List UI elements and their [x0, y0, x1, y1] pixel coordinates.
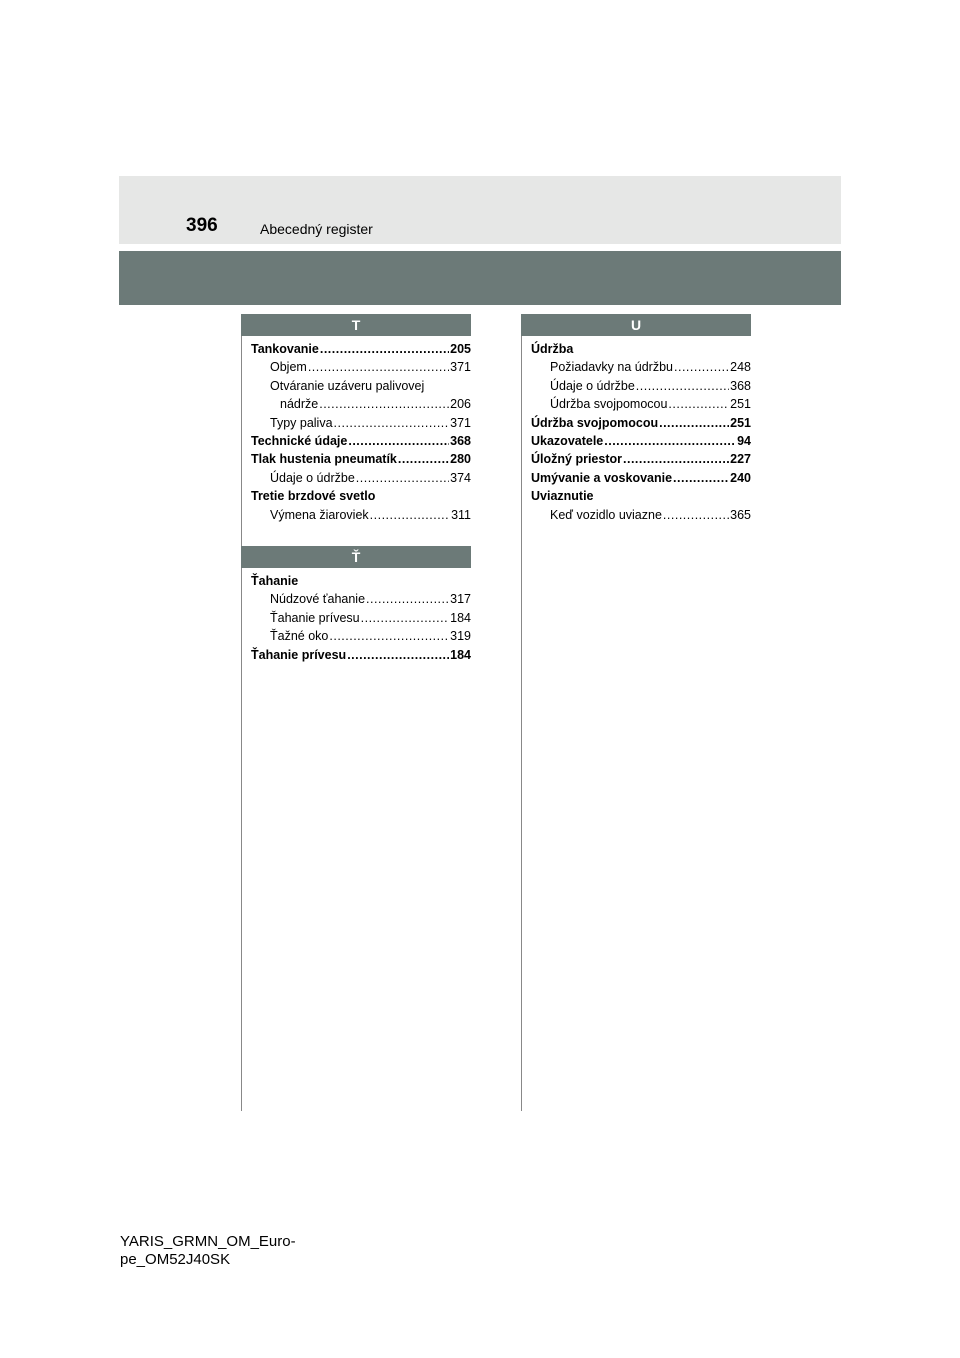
index-entry[interactable]	[251, 469, 471, 487]
index-entry-page: 319	[450, 629, 471, 644]
index-entry-list	[241, 568, 471, 664]
index-entry[interactable]	[251, 432, 471, 450]
index-entry-page: 251	[730, 415, 751, 430]
index-entry-page: 317	[450, 592, 471, 607]
dot-leader	[398, 450, 449, 468]
index-entry[interactable]	[251, 590, 471, 608]
section-band	[119, 251, 841, 305]
index-entry-list	[241, 336, 471, 524]
index-entry-page: 227	[730, 452, 751, 467]
dot-leader	[623, 450, 729, 468]
index-entry[interactable]	[251, 572, 471, 590]
index-entry[interactable]	[531, 469, 751, 487]
index-entry[interactable]	[531, 487, 751, 505]
index-entry[interactable]	[531, 395, 751, 413]
section-gap	[241, 524, 471, 546]
document-footer	[120, 1233, 296, 1269]
index-entry-label: Údaje o údržbe	[550, 378, 635, 393]
index-entry[interactable]	[251, 627, 471, 645]
index-entry-page: 368	[730, 378, 751, 393]
index-entry[interactable]	[251, 450, 471, 468]
index-entry-page: 368	[450, 434, 471, 449]
letter-heading: U	[521, 314, 751, 336]
dot-leader	[320, 340, 449, 358]
index-entry[interactable]	[531, 414, 751, 432]
index-entry[interactable]	[531, 377, 751, 395]
index-entry-label: Ťahanie prívesu	[270, 610, 360, 625]
footer-line-2: pe_OM52J40SK	[120, 1251, 231, 1268]
page-title: Abecedný register	[260, 221, 373, 237]
index-entry-label: Núdzové ťahanie	[270, 592, 366, 607]
letter-heading: Ť	[241, 546, 471, 568]
index-entry-page: 365	[730, 507, 751, 522]
index-entry[interactable]	[251, 395, 471, 413]
index-entry-label: Tankovanie	[251, 342, 319, 356]
index-entry-label: Ťahanie prívesu	[251, 647, 347, 662]
index-entry[interactable]	[531, 340, 751, 358]
index-entry-label: Objem	[270, 360, 307, 375]
index-entry-label: Úložný priestor	[531, 452, 622, 467]
dot-leader	[604, 432, 736, 450]
index-entry-page: 206	[450, 397, 471, 412]
header-band	[119, 176, 841, 244]
index-entry-label: Keď vozidlo uviazne	[550, 507, 662, 522]
index-entry-label: Požiadavky na údržbu	[550, 360, 673, 375]
dot-leader	[334, 414, 450, 432]
index-entry-label: Tretie brzdové svetlo	[251, 489, 376, 504]
index-entry-page: 205	[450, 342, 471, 356]
dot-leader	[659, 414, 729, 432]
index-entry[interactable]	[251, 646, 471, 664]
index-entry-page: 94	[737, 434, 751, 449]
index-entry-label: nádrže	[280, 397, 319, 412]
dot-leader	[361, 609, 450, 627]
index-entry-page: 374	[450, 470, 471, 485]
index-entry-label: Tlak hustenia pneumatík	[251, 452, 397, 467]
dot-leader	[636, 377, 729, 395]
index-entry[interactable]	[251, 340, 471, 358]
index-entry-page: 371	[450, 415, 471, 430]
index-entry[interactable]	[251, 377, 471, 395]
dot-leader	[366, 590, 449, 608]
index-entry-label: Údaje o údržbe	[270, 470, 355, 485]
index-entry-page: 248	[730, 360, 751, 375]
footer-line-1: YARIS_GRMN_OM_Euro-	[120, 1233, 296, 1250]
index-entry-page: 311	[451, 507, 471, 522]
dot-leader	[663, 506, 729, 524]
index-entry-label: Údržba svojpomocou	[550, 397, 668, 412]
dot-leader	[370, 506, 450, 524]
index-entry-label: Technické údaje	[251, 434, 348, 449]
index-entry[interactable]	[251, 506, 471, 524]
index-entry-page: 184	[450, 647, 471, 662]
index-entry-label: Uviaznutie	[531, 489, 594, 504]
dot-leader	[348, 432, 449, 450]
dot-leader	[308, 358, 449, 376]
dot-leader	[673, 469, 729, 487]
index-entry-page: 371	[450, 360, 471, 375]
dot-leader	[329, 627, 449, 645]
letter-heading: T	[241, 314, 471, 336]
dot-leader	[356, 469, 449, 487]
index-entry-page: 240	[730, 470, 751, 485]
dot-leader	[347, 646, 449, 664]
dot-leader	[674, 358, 729, 376]
index-entry[interactable]	[251, 609, 471, 627]
index-entry[interactable]	[251, 414, 471, 432]
index-entry-label: Otváranie uzáveru palivovej	[270, 378, 425, 393]
index-entry-label: Typy paliva	[270, 415, 333, 430]
index-entry-label: Ťahanie	[251, 574, 299, 589]
index-entry-label: Umývanie a voskovanie	[531, 470, 673, 485]
index-entry-page: 184	[450, 610, 471, 625]
index-entry-label: Ukazovatele	[531, 434, 604, 449]
index-column-right	[521, 314, 751, 524]
index-entry[interactable]	[531, 450, 751, 468]
index-entry-label: Údržba svojpomocou	[531, 415, 659, 430]
index-entry-label: Ťažné oko	[270, 629, 329, 644]
index-entry[interactable]	[531, 432, 751, 450]
index-entry-page: 251	[730, 397, 751, 412]
index-column-left	[241, 314, 471, 664]
index-entry[interactable]	[251, 358, 471, 376]
index-entry-list	[521, 336, 751, 524]
index-entry-page: 280	[450, 452, 471, 467]
dot-leader	[319, 395, 449, 413]
index-entry[interactable]	[251, 487, 471, 505]
dot-leader	[668, 395, 729, 413]
index-entry-label: Údržba	[531, 342, 574, 356]
page-number: 396	[186, 215, 218, 236]
index-entry[interactable]	[531, 358, 751, 376]
index-entry-label: Výmena žiaroviek	[270, 507, 369, 522]
index-entry[interactable]	[531, 506, 751, 524]
